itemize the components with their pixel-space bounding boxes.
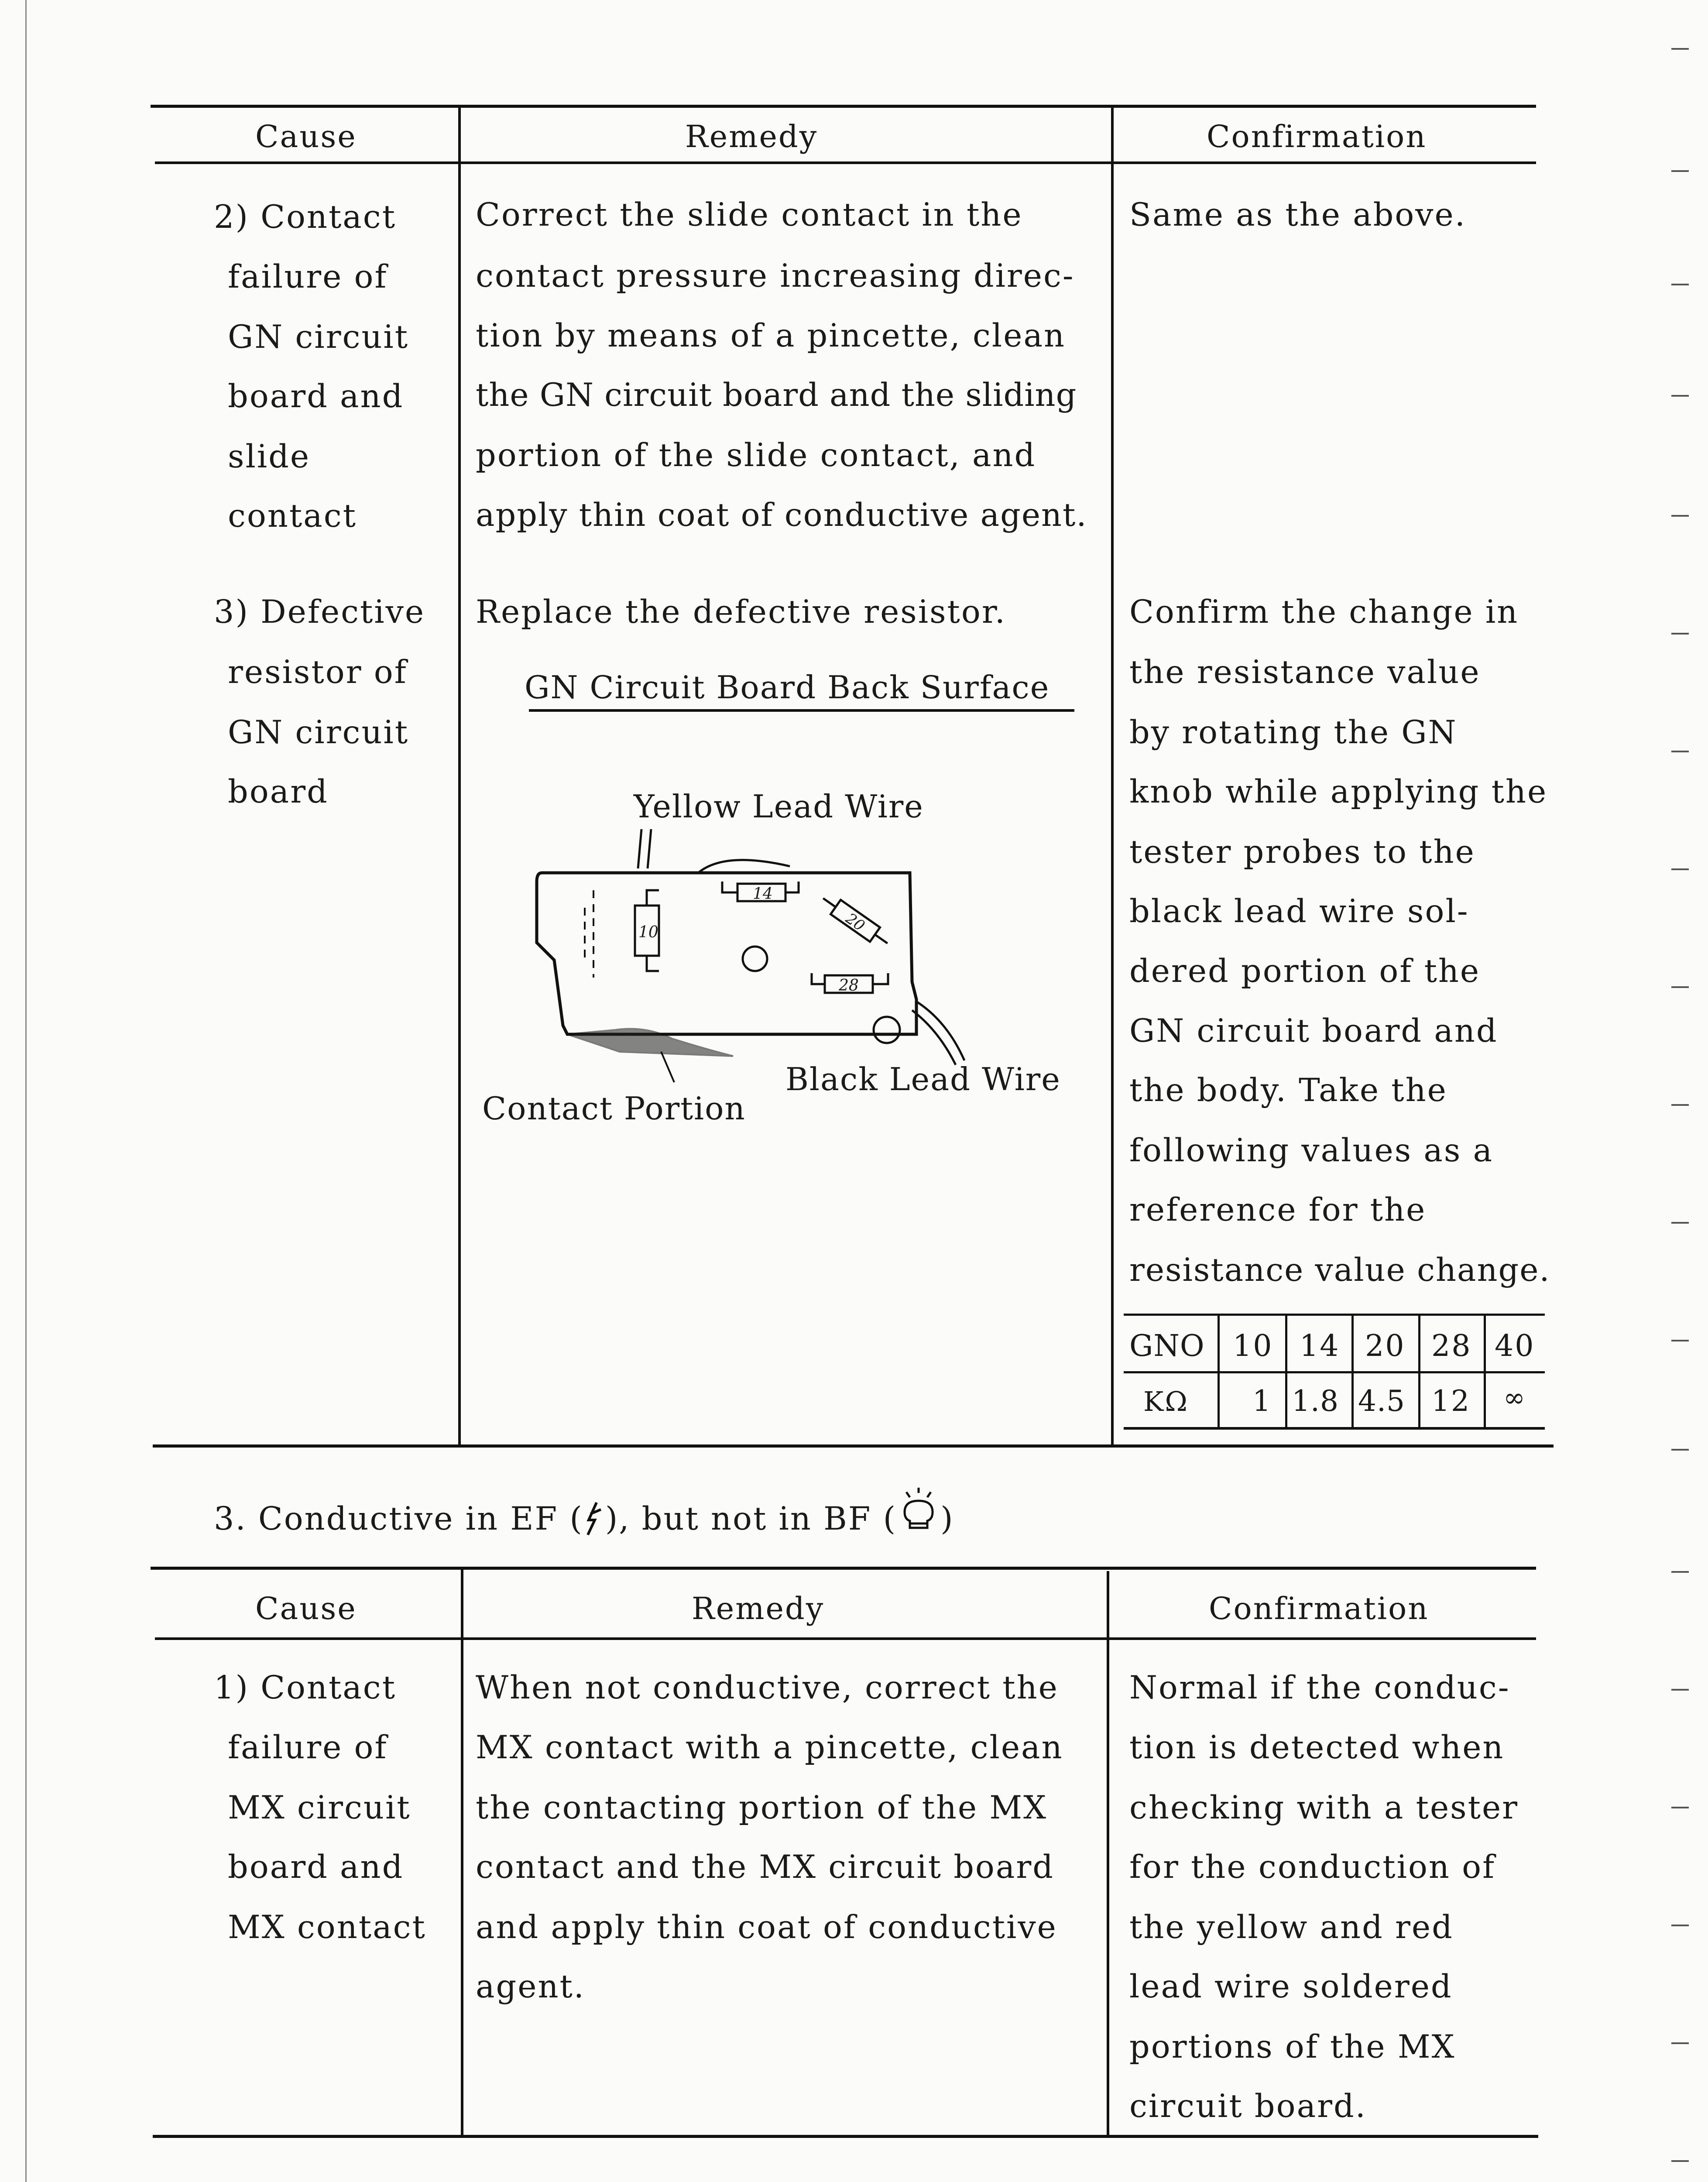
table1-row2-confirmation-line: Confirm the change in bbox=[1129, 594, 1519, 631]
table1-row2-cause-line: board bbox=[228, 773, 329, 810]
gno-value: 40 bbox=[1495, 1329, 1535, 1363]
hole-center bbox=[743, 947, 767, 971]
table2-row1-confirmation-line: checking with a tester bbox=[1129, 1789, 1519, 1826]
contact-pointer bbox=[661, 1052, 674, 1082]
table1-row1-cause-line: contact bbox=[228, 497, 357, 535]
hatched-contact-top bbox=[698, 860, 790, 873]
gno-value: 10 bbox=[1233, 1329, 1273, 1363]
diagram-title: GN Circuit Board Back Surface bbox=[525, 669, 1050, 706]
table2-row1-confirmation-line: the yellow and red bbox=[1129, 1909, 1454, 1946]
kohm-value: ∞ bbox=[1503, 1383, 1526, 1413]
yellow-lead-wire-label: Yellow Lead Wire bbox=[634, 788, 924, 825]
table2-header-remedy: Remedy bbox=[692, 1591, 825, 1626]
table2-row1-remedy-line: When not conductive, correct the bbox=[476, 1669, 1059, 1706]
table1-col-divider-1 bbox=[458, 105, 461, 1447]
table1-row2-confirmation-line: following values as a bbox=[1129, 1132, 1494, 1169]
dashed-component bbox=[585, 890, 593, 978]
yellow-lead-wire bbox=[638, 829, 651, 868]
table1-top-rule bbox=[151, 105, 1536, 108]
table2-row1-confirmation-line: Normal if the conduc- bbox=[1129, 1669, 1510, 1706]
table2-row1-confirmation-line: lead wire soldered bbox=[1129, 1968, 1453, 2005]
table1-row2-confirmation-line: black lead wire sol- bbox=[1129, 893, 1469, 930]
table1-row2-confirmation-line: the resistance value bbox=[1129, 654, 1481, 691]
section-3-heading-prefix: 3. Conductive in EF ( bbox=[214, 1500, 583, 1537]
table1-row2-confirmation-line: by rotating the GN bbox=[1129, 714, 1458, 751]
resistor-10-label: 10 bbox=[638, 923, 659, 941]
kohm-value: 12 bbox=[1431, 1384, 1471, 1418]
table1-row2-confirmation-line: reference for the bbox=[1129, 1191, 1427, 1228]
table2-row1-confirmation-line: for the conduction of bbox=[1129, 1849, 1496, 1886]
table2-row1-confirmation-line: tion is detected when bbox=[1129, 1729, 1505, 1766]
table2-row1-cause-line: MX circuit bbox=[228, 1789, 411, 1826]
table2-row1-remedy-line: MX contact with a pincette, clean bbox=[476, 1729, 1063, 1766]
section-3-heading-suffix: ) bbox=[940, 1500, 954, 1537]
table1-row2-confirmation-line: resistance value change. bbox=[1129, 1252, 1550, 1289]
resistor-20 bbox=[817, 891, 892, 951]
table1-row2-cause-line: 3) Defective bbox=[214, 594, 425, 631]
table2-col-divider-2 bbox=[1107, 1571, 1109, 2137]
table2-header-cause: Cause bbox=[255, 1591, 357, 1626]
black-lead-wire bbox=[912, 1002, 964, 1065]
table2-row1-cause-line: failure of bbox=[228, 1729, 388, 1766]
table2-row1-cause-line: MX contact bbox=[228, 1909, 426, 1946]
section-3-heading-mid: ), but not in BF ( bbox=[605, 1500, 897, 1537]
kohm-header: KΩ bbox=[1143, 1386, 1189, 1417]
resistor-20-label: 20 bbox=[842, 909, 868, 935]
table2-row1-remedy-line: contact and the MX circuit board bbox=[476, 1849, 1055, 1886]
bulb-icon bbox=[897, 1486, 940, 1534]
table1-row1-remedy-line: Correct the slide contact in the bbox=[476, 196, 1023, 233]
kohm-value: 1.8 bbox=[1292, 1384, 1339, 1418]
resistor-14-label: 14 bbox=[753, 885, 773, 903]
gno-value: 28 bbox=[1431, 1329, 1472, 1363]
gno-value: 20 bbox=[1365, 1329, 1406, 1363]
table1-bottom-rule bbox=[153, 1444, 1554, 1448]
table1-row2-remedy-line: Replace the defective resistor. bbox=[476, 594, 1006, 631]
table1-row2-cause-line: GN circuit bbox=[228, 714, 409, 751]
gno-header: GNO bbox=[1129, 1329, 1205, 1363]
table1-header-rule bbox=[155, 161, 1536, 164]
table1-row1-cause-line: failure of bbox=[228, 258, 388, 295]
table2-bottom-rule bbox=[153, 2135, 1538, 2138]
table1-row1-remedy-line: apply thin coat of conductive agent. bbox=[476, 497, 1087, 534]
table2-row1-confirmation-line: portions of the MX bbox=[1129, 2028, 1456, 2065]
gno-value: 14 bbox=[1300, 1329, 1340, 1363]
table1-row1-remedy-line: tion by means of a pincette, clean bbox=[476, 317, 1066, 354]
table1-row1-cause-line: GN circuit bbox=[228, 319, 409, 356]
table1-row2-confirmation-line: knob while applying the bbox=[1129, 773, 1548, 810]
table2-row1-remedy-line: and apply thin coat of conductive bbox=[476, 1909, 1057, 1946]
table1-row1-remedy-line: the GN circuit board and the sliding bbox=[476, 377, 1077, 414]
lightning-icon bbox=[583, 1501, 605, 1536]
kohm-value: 4.5 bbox=[1358, 1384, 1405, 1418]
table1-col-divider-2 bbox=[1111, 105, 1114, 1447]
table1-header-confirmation: Confirmation bbox=[1207, 119, 1427, 154]
table1-header-cause: Cause bbox=[255, 119, 357, 154]
table1-row2-cause-line: resistor of bbox=[228, 654, 408, 691]
table2-row1-remedy-line: agent. bbox=[476, 1968, 586, 2005]
black-lead-wire-label: Black Lead Wire bbox=[785, 1061, 1061, 1098]
table2-row1-confirmation-line: circuit board. bbox=[1129, 2088, 1367, 2125]
table1-row1-confirmation-line: Same as the above. bbox=[1129, 196, 1466, 233]
left-edge-line bbox=[25, 0, 27, 2182]
table2-header-confirmation: Confirmation bbox=[1209, 1591, 1429, 1626]
table1-row2-confirmation-line: dered portion of the bbox=[1129, 953, 1481, 990]
table1-row1-remedy-line: contact pressure increasing direc- bbox=[476, 257, 1075, 295]
section-3-heading bbox=[214, 1486, 954, 1537]
table1-row1-remedy-line: portion of the slide contact, and bbox=[476, 437, 1036, 474]
resistor-28-label: 28 bbox=[839, 977, 859, 995]
contact-portion-label: Contact Portion bbox=[482, 1090, 746, 1127]
table1-row2-confirmation-line: GN circuit board and bbox=[1129, 1012, 1498, 1050]
table2-row1-cause-line: 1) Contact bbox=[214, 1669, 397, 1706]
table2-row1-remedy-line: the contacting portion of the MX bbox=[476, 1789, 1048, 1826]
kohm-value: 1 bbox=[1252, 1384, 1272, 1418]
table2-header-rule bbox=[155, 1637, 1536, 1640]
table1-row1-cause-line: 2) Contact bbox=[214, 199, 397, 236]
table1-row2-confirmation-line: tester probes to the bbox=[1129, 834, 1475, 871]
table1-header-remedy: Remedy bbox=[685, 119, 818, 154]
table1-row1-cause-line: slide bbox=[228, 438, 311, 475]
table2-top-rule bbox=[151, 1567, 1536, 1570]
gn-circuit-board-diagram bbox=[463, 646, 1108, 1152]
hole-right bbox=[874, 1017, 900, 1043]
table2-row1-cause-line: board and bbox=[228, 1849, 404, 1886]
table2-col-divider-1 bbox=[461, 1567, 463, 2137]
table1-row2-confirmation-line: the body. Take the bbox=[1129, 1072, 1447, 1109]
table1-row1-cause-line: board and bbox=[228, 378, 404, 415]
